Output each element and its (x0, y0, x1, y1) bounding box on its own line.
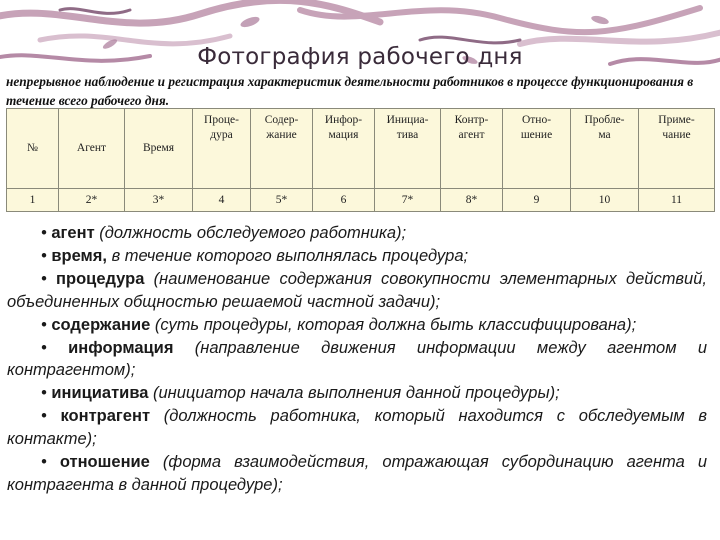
list-item: • контрагент (должность работника, который находится с обследуемым в контакте); (7, 407, 707, 449)
number-cell: 8* (441, 189, 503, 212)
field-definitions-list (7, 222, 707, 497)
number-cell: 4 (193, 189, 251, 212)
item-description: (направление движения информации между агентом и контрагентом); (7, 338, 707, 380)
number-cell: 6 (313, 189, 375, 212)
header-cell: Проце- дура (193, 109, 251, 189)
header-cell: Отно- шение (503, 109, 571, 189)
table-number-row (7, 189, 715, 212)
table-header-row (7, 109, 715, 189)
header-cell: Агент (59, 109, 125, 189)
item-description: в течение которого выполнялась процедура; (106, 246, 469, 265)
number-cell: 7* (375, 189, 441, 212)
header-cell: Содер- жание (251, 109, 313, 189)
header-cell: Инфор- мация (313, 109, 375, 189)
list-item: • время, в течение которого выполнялась процедура; (41, 246, 469, 265)
header-cell: Пробле- ма (571, 109, 639, 189)
list-item: • процедура (наименование содержания совокупности элементарных действий, объединенных общностью решаемой частной задачи); (7, 269, 707, 311)
list-item: • инициатива (инициатор начала выполнения данной процедуры); (41, 384, 560, 403)
item-term: время, (51, 246, 107, 265)
number-cell: 9 (503, 189, 571, 212)
item-description: (должность обследуемого работника); (94, 224, 407, 242)
number-cell: 10 (571, 189, 639, 212)
item-description: (инициатор начала выполнения данной процедуры); (148, 384, 560, 403)
item-description: (должность работника, который находится с обследуемым в контакте); (7, 407, 707, 449)
item-term: процедура (56, 269, 145, 288)
list-item: • информация (направление движения информации между агентом и контрагентом); (7, 338, 707, 380)
list-item: • содержание (суть процедуры, которая должна быть классифицирована); (41, 315, 637, 334)
header-cell: Инициа- тива (375, 109, 441, 189)
header-cell: Время (125, 109, 193, 189)
number-cell: 11 (639, 189, 715, 212)
item-term: инициатива (51, 384, 149, 403)
item-term: информация (68, 338, 174, 357)
list-item: • агент (должность обследуемого работника); (41, 224, 407, 242)
list-item: • отношение (форма взаимодействия, отражающая субординацию агента и контрагента в данной процедуре); (7, 453, 707, 494)
item-term: отношение (59, 453, 150, 472)
header-cell: Приме- чание (639, 109, 715, 189)
definition-subtitle: непрерывное наблюдение и регистрация характеристик деятельности работников в процессе функционирования в течение всего рабочего дня. (6, 74, 694, 108)
number-cell: 3* (125, 189, 193, 212)
item-description: (суть процедуры, которая должна быть классифицирована); (150, 315, 637, 334)
number-cell: 5* (251, 189, 313, 212)
observation-table (6, 108, 715, 212)
header-cell: Контр- агент (441, 109, 503, 189)
number-cell: 1 (7, 189, 59, 212)
item-term: содержание (51, 315, 151, 334)
item-description: (наименование содержания совокупности элементарных действий, объединенных общностью решаемой частной задачи); (7, 269, 707, 311)
number-cell: 2* (59, 189, 125, 212)
item-term: агент (51, 224, 95, 242)
item-term: контрагент (60, 407, 151, 426)
header-cell: № (7, 109, 59, 189)
page-title: Фотография рабочего дня (197, 44, 523, 70)
item-description: (форма взаимодействия, отражающая субординацию агента и контрагента в данной процедуре); (7, 453, 707, 494)
